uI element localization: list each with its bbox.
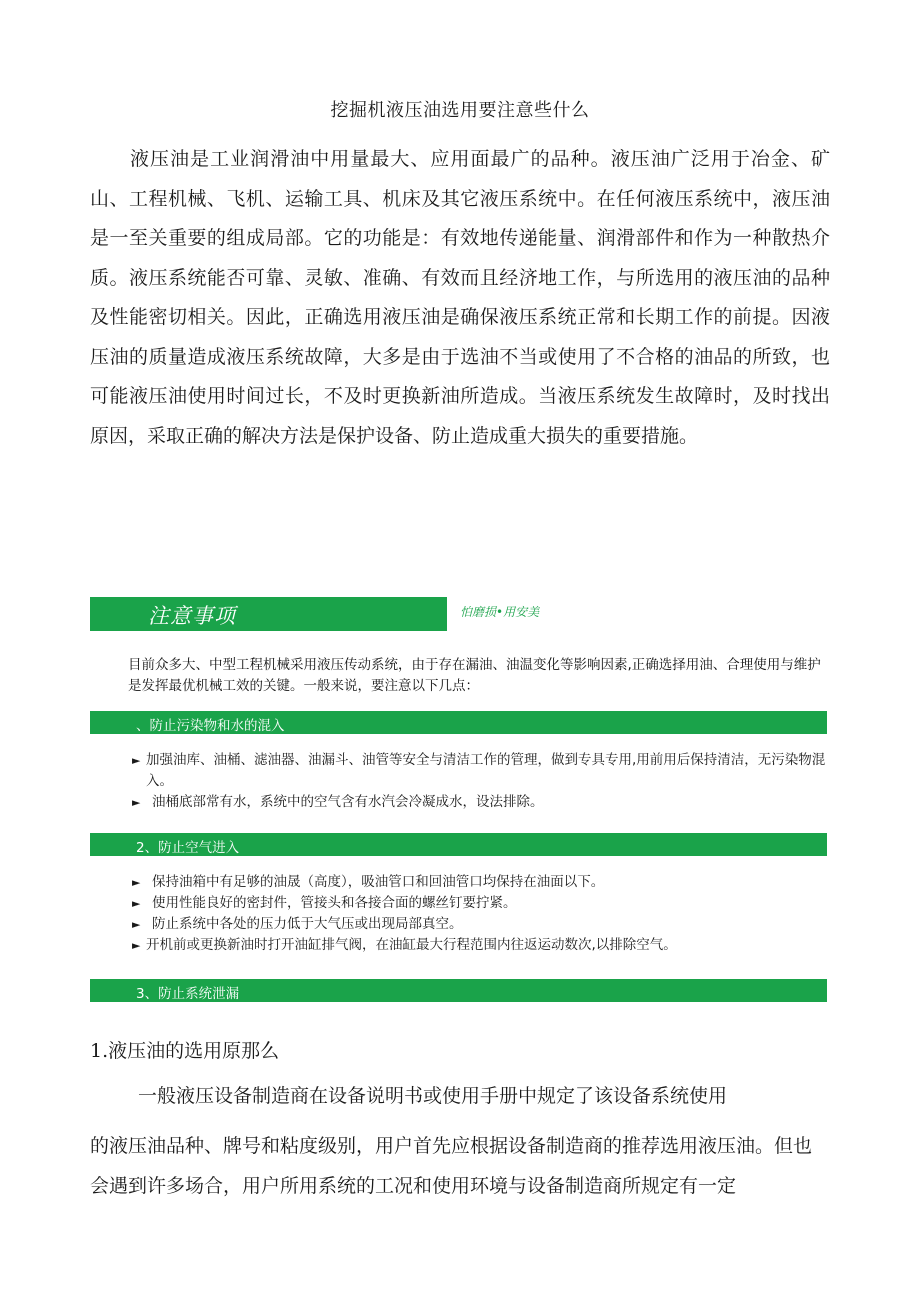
bullet-arrow-icon: ► (132, 918, 141, 931)
intro-paragraph: 液压油是工业润滑油中用量最大、应用面最广的品种。液压油广泛用于冶金、矿山、工程机械、飞机、运输工具、机床及其它液压系统中。在任何液压系统中，液压油是一至关重要的组成局部。它的功能是：有效地传递能量、润滑部件和作为一种散热介质。液压系统能否可靠、灵敏、准确、有效而且经济地工作，与所选用的液压油的品种及性能密切相关。因此，正确选用液压油是确保液压系统正常和长期工作的前提。因液压油的质量造成液压系统故障，大多是由于选油不当或使用了不合格的油品的所致，也可能液压油使用时间过长，不及时更换新油所造成。当液压系统发生故障时，及时找出原因，采取正确的解决方法是保护设备、防止造成重大损失的重要措施。 (90, 148, 830, 447)
list-item (132, 792, 832, 813)
section-bar-contamination (90, 711, 827, 734)
list-item-text: 开机前或更换新油时打开油缸排气阀，在油缸最大行程范围内往返运动数次,以排除空气。 (146, 937, 677, 953)
list-item (132, 893, 832, 914)
notice-banner (90, 597, 447, 631)
selection-principle-heading: 1.液压油的选用原那么 (90, 1040, 280, 1062)
list-item-text: 使用性能良好的密封件，管接头和各接合面的螺丝钉要拧紧。 (152, 895, 517, 911)
bullet-arrow-icon: ► (132, 754, 141, 767)
selection-paragraph-body: 的液压油品种、牌号和粘度级别，用户首先应根据设备制造商的推荐选用液压油。但也会遇到许多场合，用户所用系统的工况和使用环境与设备制造商所规定有一定 (90, 1135, 813, 1197)
bullet-arrow-icon: ► (132, 939, 141, 952)
bullet-arrow-icon: ► (132, 796, 141, 809)
document-title: 挖掘机液压油选用要注意些什么 (330, 100, 590, 121)
list-item-text: 保持油箱中有足够的油晟（高度），吸油管口和回油管口均保持在油面以下。 (152, 874, 605, 890)
selection-paragraph-line1: 一般液压设备制造商在设备说明书或使用手册中规定了该设备系统使用 (138, 1085, 728, 1107)
list-item (132, 935, 832, 956)
section-heading: 、防止污染物和水的混入 (136, 718, 285, 734)
section-heading: 2、防止空气进入 (136, 840, 240, 856)
section-heading: 3、防止系统泄漏 (136, 986, 240, 1002)
air-list (132, 872, 832, 956)
notice-lead-paragraph: 目前众多大、中型工程机械采用液压传动系统，由于存在漏油、油温变化等影响因素,正确选择用油、合理使用与维护是发挥最优机械工效的关键。一般来说，要注意以下几点： (128, 657, 821, 694)
bullet-arrow-icon: ► (132, 876, 141, 889)
list-item (132, 750, 832, 792)
list-item-text: 加强油库、油桶、滤油器、油漏斗、油管等安全与清洁工作的管理，做到专具专用,用前用后保持清洁，无污染物混入。 (146, 752, 826, 789)
section-bar-air (90, 833, 827, 856)
list-item (132, 872, 832, 893)
bullet-arrow-icon: ► (132, 897, 141, 910)
brand-slogan: 怕磨损•用安美 (460, 605, 540, 619)
list-item (132, 914, 832, 935)
notice-banner-title: 注意事项 (148, 604, 236, 628)
section-bar-leakage (90, 979, 827, 1002)
contamination-list (132, 750, 832, 813)
list-item-text: 防止系统中各处的压力低于大气压或出现局部真空。 (152, 916, 463, 932)
list-item-text: 油桶底部常有水，系统中的空气含有水汽会冷凝成水，设法排除。 (152, 794, 544, 810)
